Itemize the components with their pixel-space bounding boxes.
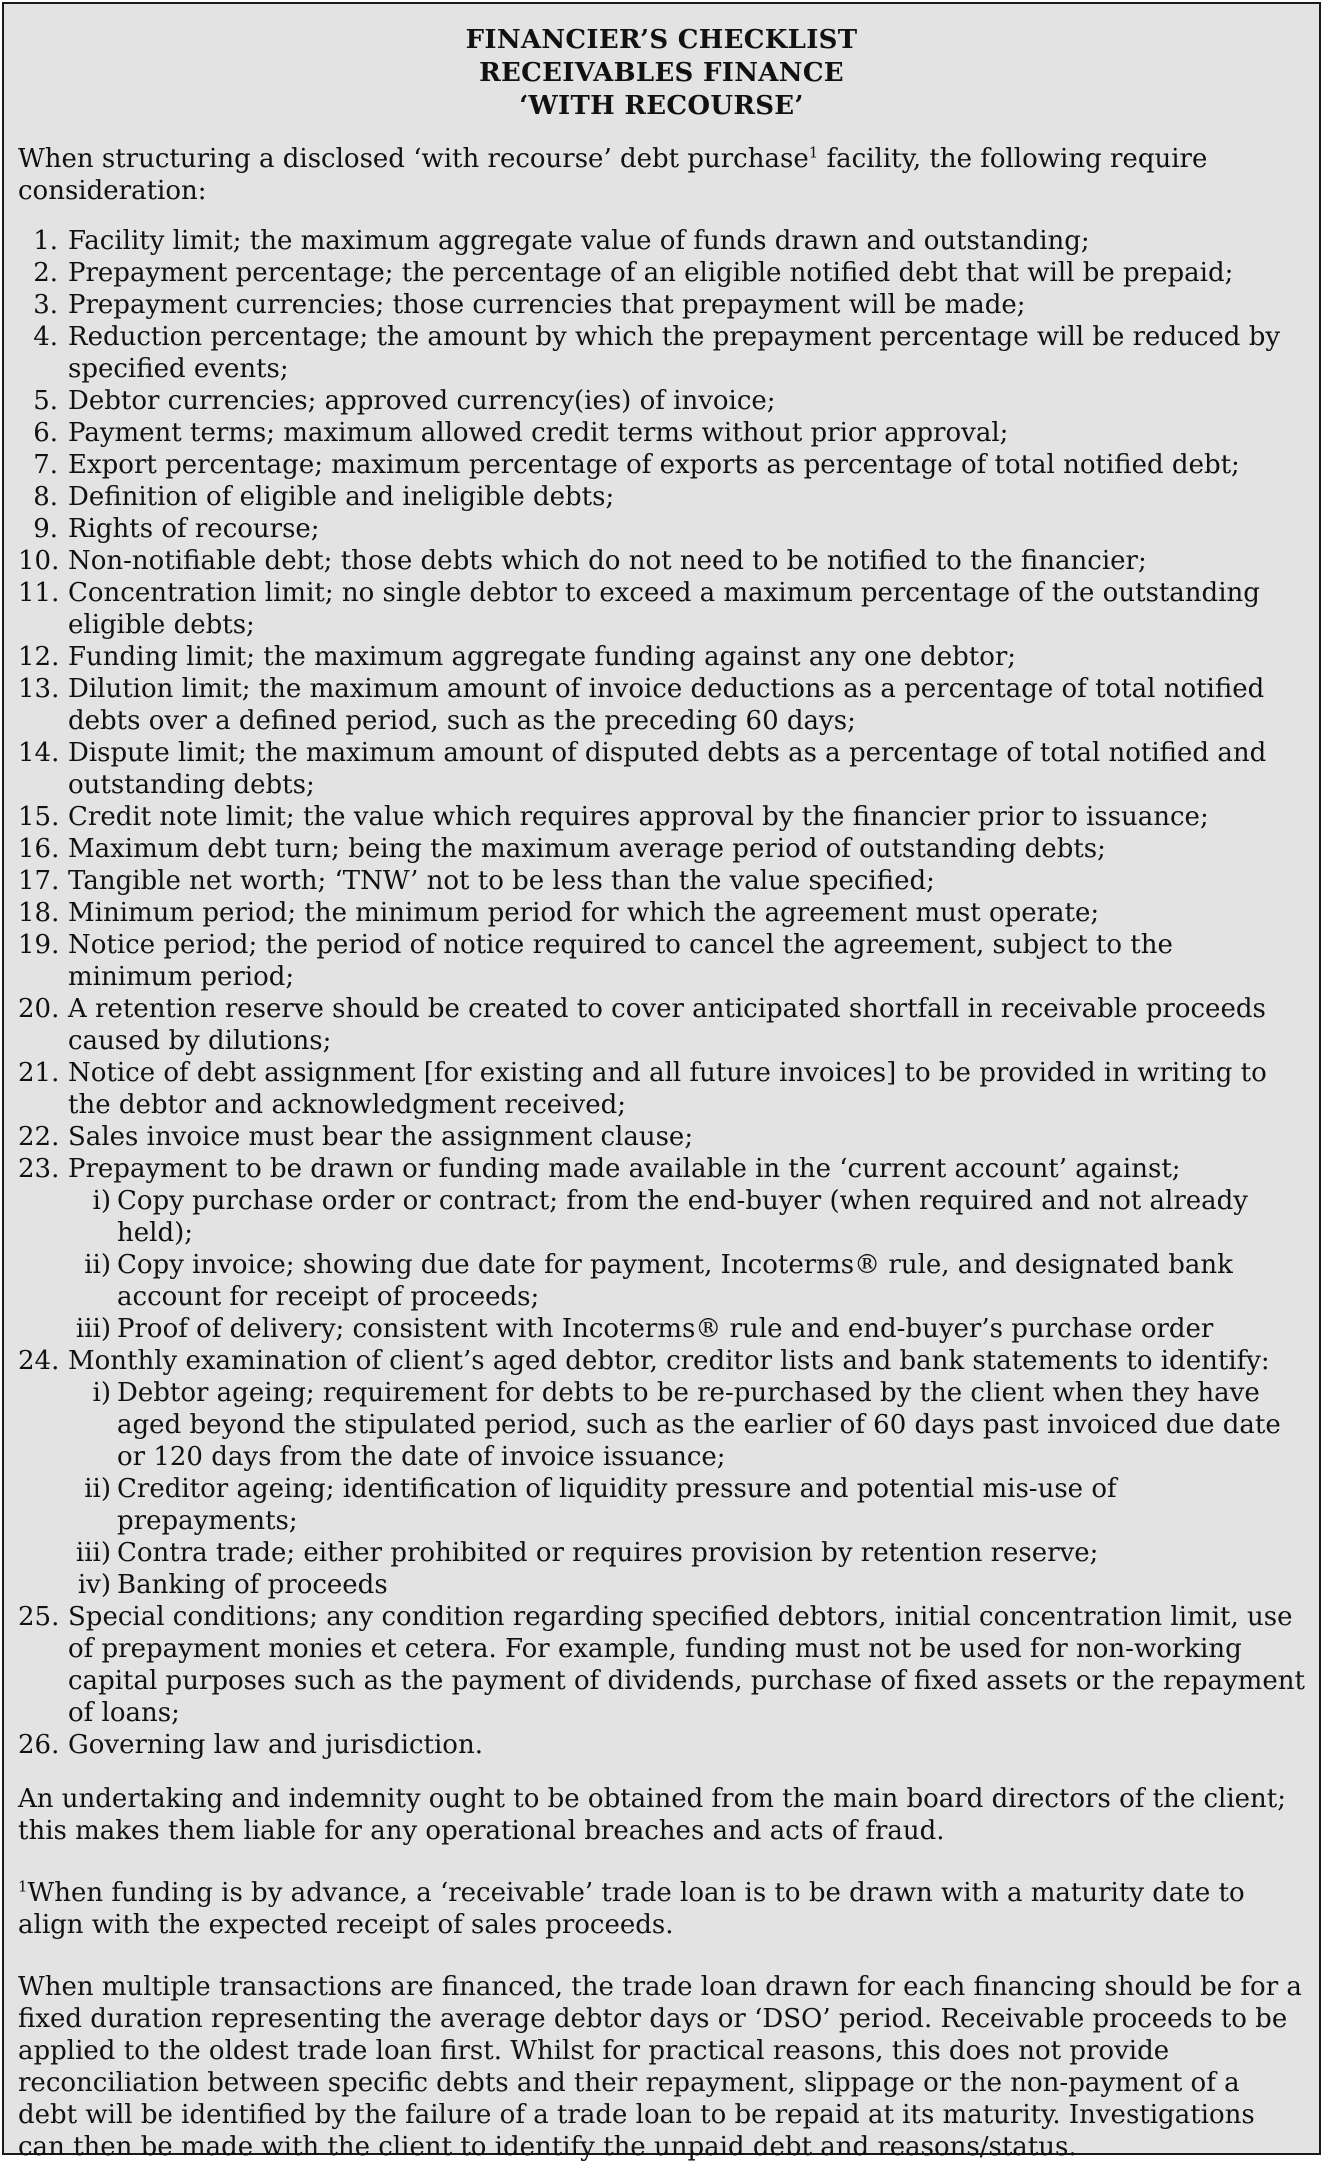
title-line-2: RECEIVABLES FINANCE xyxy=(479,58,844,88)
sub-item-number: i) xyxy=(92,1378,111,1408)
sub-item-text: Proof of delivery; consistent with Incoterms® rule and end-buyer’s purchase order xyxy=(117,1314,1214,1344)
checklist-item xyxy=(18,833,1305,865)
item-text: Governing law and jurisdiction. xyxy=(68,1730,483,1760)
sub-item xyxy=(68,1249,1305,1313)
item-text: Dilution limit; the maximum amount of invoice deductions as a percentage of total notified debts over a defined period, such as the preceding 60 days; xyxy=(68,674,1265,736)
item-number: 8. xyxy=(33,482,58,512)
intro-text-end: facility, the following require consideration: xyxy=(18,144,1208,206)
intro-paragraph xyxy=(18,143,1305,207)
page-title xyxy=(18,24,1305,123)
sub-item-text: Creditor ageing; identification of liquidity pressure and potential mis-use of prepayments; xyxy=(117,1474,1117,1536)
checklist-item xyxy=(18,449,1305,481)
intro-text-start: When structuring a disclosed ‘with recourse’ debt purchase xyxy=(18,144,809,174)
checklist-item xyxy=(18,577,1305,641)
checklist-item xyxy=(18,1153,1305,1345)
item-text: Export percentage; maximum percentage of exports as percentage of total notified debt; xyxy=(68,450,1240,480)
item-text: Prepayment currencies; those currencies that prepayment will be made; xyxy=(68,290,1026,320)
item-text: Debtor currencies; approved currency(ies) of invoice; xyxy=(68,386,776,416)
item-number: 16. xyxy=(18,834,60,864)
checklist-item xyxy=(18,225,1305,257)
item-text: Non-notifiable debt; those debts which do not need to be notified to the financier; xyxy=(68,546,1147,576)
footnote-text: When funding is by advance, a ‘receivable’ trade loan is to be drawn with a maturity date to align with the expected receipt of sales proceeds. xyxy=(18,1878,1245,1940)
title-line-1: FINANCIER’S CHECKLIST xyxy=(465,25,858,55)
checklist-item xyxy=(18,1345,1305,1601)
item-text: Sales invoice must bear the assignment clause; xyxy=(68,1122,694,1152)
checklist-item xyxy=(18,513,1305,545)
checklist-item xyxy=(18,1601,1305,1729)
item-number: 3. xyxy=(33,290,58,320)
item-number: 4. xyxy=(33,322,58,352)
footnote-number: 1 xyxy=(18,1877,28,1896)
checklist-box xyxy=(2,2,1321,2162)
checklist-items xyxy=(18,225,1305,1761)
item-number: 10. xyxy=(18,546,60,576)
sub-item-text: Copy purchase order or contract; from the end-buyer (when required and not already held); xyxy=(117,1186,1248,1248)
item-text: Funding limit; the maximum aggregate funding against any one debtor; xyxy=(68,642,1017,672)
item-number: 21. xyxy=(18,1058,60,1088)
sub-item-text: Banking of proceeds xyxy=(117,1570,388,1600)
item-number: 9. xyxy=(33,514,58,544)
sub-item-number: ii) xyxy=(84,1250,111,1280)
item-number: 17. xyxy=(18,866,60,896)
sub-list-23 xyxy=(68,1185,1305,1345)
item-text: Rights of recourse; xyxy=(68,514,320,544)
item-number: 20. xyxy=(18,994,60,1024)
item-number: 19. xyxy=(18,930,60,960)
checklist-item xyxy=(18,481,1305,513)
checklist-item xyxy=(18,1121,1305,1153)
item-number: 22. xyxy=(18,1122,60,1152)
sub-item-text: Copy invoice; showing due date for payment, Incoterms® rule, and designated bank account for receipt of proceeds; xyxy=(117,1250,1233,1312)
sub-item xyxy=(68,1537,1305,1569)
checklist-item xyxy=(18,545,1305,577)
checklist-item xyxy=(18,1729,1305,1761)
item-text: Payment terms; maximum allowed credit terms without prior approval; xyxy=(68,418,1009,448)
sub-item xyxy=(68,1569,1305,1601)
item-number: 23. xyxy=(18,1154,60,1184)
item-text: Dispute limit; the maximum amount of disputed debts as a percentage of total notified and outstanding debts; xyxy=(68,738,1267,800)
sub-list-24 xyxy=(68,1377,1305,1601)
item-text: Credit note limit; the value which requires approval by the financier prior to issuance; xyxy=(68,802,1209,832)
sub-item-text: Debtor ageing; requirement for debts to be re-purchased by the client when they have aged beyond the stipulated period, such as the earlier of 60 days past invoiced due date or 120 days from the date of invoice issuance; xyxy=(117,1378,1281,1472)
item-number: 1. xyxy=(33,226,58,256)
checklist-item xyxy=(18,257,1305,289)
sub-item xyxy=(68,1473,1305,1537)
item-number: 13. xyxy=(18,674,60,704)
item-text: Concentration limit; no single debtor to exceed a maximum percentage of the outstanding eligible debts; xyxy=(68,578,1260,640)
item-number: 12. xyxy=(18,642,60,672)
item-text: Tangible net worth; ‘TNW’ not to be less than the value specified; xyxy=(68,866,935,896)
checklist-item xyxy=(18,737,1305,801)
item-text: Notice of debt assignment [for existing and all future invoices] to be provided in writing to the debtor and acknowledgment received; xyxy=(68,1058,1267,1120)
checklist-item xyxy=(18,1057,1305,1121)
checklist-item xyxy=(18,417,1305,449)
item-text: A retention reserve should be created to cover anticipated shortfall in receivable proceeds caused by dilutions; xyxy=(68,994,1266,1056)
checklist-item xyxy=(18,289,1305,321)
checklist-item xyxy=(18,993,1305,1057)
item-number: 18. xyxy=(18,898,60,928)
item-number: 7. xyxy=(33,450,58,480)
item-text: Prepayment percentage; the percentage of an eligible notified debt that will be prepaid; xyxy=(68,258,1234,288)
item-text: Minimum period; the minimum period for which the agreement must operate; xyxy=(68,898,1100,928)
checklist-item xyxy=(18,641,1305,673)
item-number: 14. xyxy=(18,738,60,768)
sub-item-number: ii) xyxy=(84,1474,111,1504)
checklist-item xyxy=(18,385,1305,417)
undertaking-paragraph: An undertaking and indemnity ought to be obtained from the main board directors of the client; this makes them liable for any operational breaches and acts of fraud. xyxy=(18,1784,1287,1846)
checklist-item xyxy=(18,865,1305,897)
title-line-3: ‘WITH RECOURSE’ xyxy=(519,91,804,121)
sub-item-number: iii) xyxy=(75,1538,111,1568)
footnote-paragraph xyxy=(18,1877,1305,1941)
item-number: 26. xyxy=(18,1730,60,1760)
item-text: Special conditions; any condition regarding specified debtors, initial concentration limit, use of prepayment monies et cetera. For example, funding must not be used for non-working capital purposes such as the payment of dividends, purchase of fixed assets or the repayment of loans; xyxy=(68,1602,1305,1728)
sub-item-number: iv) xyxy=(77,1570,111,1600)
item-number: 6. xyxy=(33,418,58,448)
checklist-item xyxy=(18,929,1305,993)
item-number: 2. xyxy=(33,258,58,288)
item-number: 25. xyxy=(18,1602,60,1632)
item-number: 5. xyxy=(33,386,58,416)
checklist-item xyxy=(18,321,1305,385)
item-text: Reduction percentage; the amount by which the prepayment percentage will be reduced by specified events; xyxy=(68,322,1281,384)
sub-item xyxy=(68,1377,1305,1473)
checklist-item xyxy=(18,897,1305,929)
footnote-marker: 1 xyxy=(808,143,819,162)
item-text: Prepayment to be drawn or funding made available in the ‘current account’ against; xyxy=(68,1154,1181,1184)
item-number: 15. xyxy=(18,802,60,832)
item-text: Notice period; the period of notice required to cancel the agreement, subject to the minimum period; xyxy=(68,930,1173,992)
sub-item-text: Contra trade; either prohibited or requires provision by retention reserve; xyxy=(117,1538,1099,1568)
sub-item-number: iii) xyxy=(75,1314,111,1344)
item-text: Facility limit; the maximum aggregate value of funds drawn and outstanding; xyxy=(68,226,1090,256)
sub-item xyxy=(68,1313,1305,1345)
item-number: 24. xyxy=(18,1346,60,1376)
checklist-item xyxy=(18,673,1305,737)
sub-item xyxy=(68,1185,1305,1249)
closing-paragraph: When multiple transactions are financed, the trade loan drawn for each financing should be for a fixed duration representing the average debtor days or ‘DSO’ period. Receivable proceeds to be applied to the oldest trade loan first. Whilst for practical reasons, this does not provide reconciliation between specific debts and their repayment, slippage or the non-payment of a debt will be identified by the failure of a trade loan to be repaid at its maturity. Investigations can then be made with the client to identify the unpaid debt and reasons/status. xyxy=(18,1972,1302,2162)
item-text: Monthly examination of client’s aged debtor, creditor lists and bank statements to identify: xyxy=(68,1346,1270,1376)
checklist-item xyxy=(18,801,1305,833)
sub-item-number: i) xyxy=(92,1186,111,1216)
item-text: Maximum debt turn; being the maximum average period of outstanding debts; xyxy=(68,834,1106,864)
item-number: 11. xyxy=(18,578,60,608)
item-text: Definition of eligible and ineligible debts; xyxy=(68,482,615,512)
